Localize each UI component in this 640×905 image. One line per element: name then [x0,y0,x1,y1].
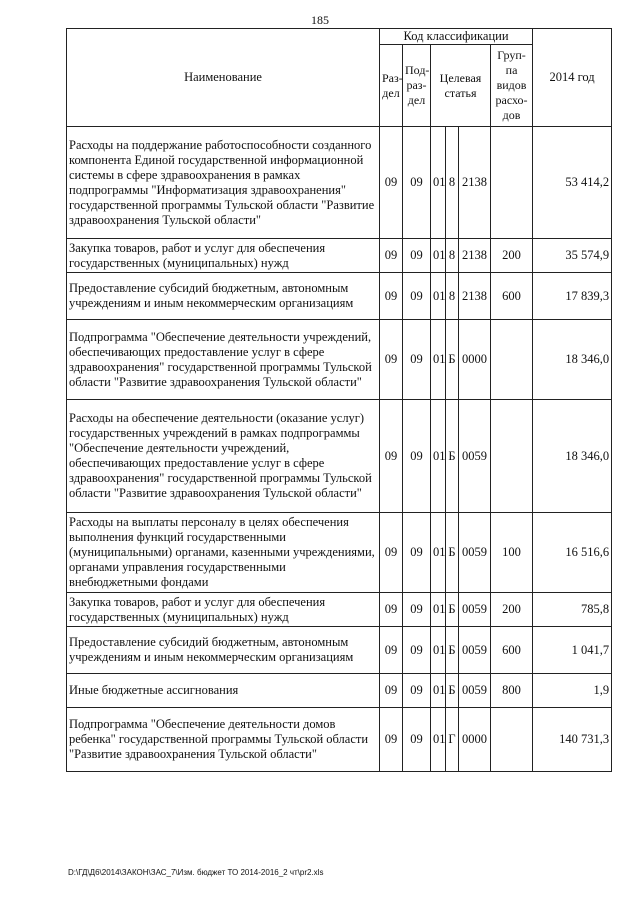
row-name: Иные бюджетные ассигнования [67,674,380,708]
row-section: 09 [380,513,403,593]
row-target-program: 01 [431,400,446,513]
row-expense-group [491,127,533,239]
row-target-direction: 0000 [459,708,491,772]
row-amount: 53 414,2 [533,127,612,239]
row-expense-group: 100 [491,513,533,593]
budget-table [66,28,612,772]
row-target-program: 01 [431,513,446,593]
row-section: 09 [380,627,403,674]
row-subsection: 09 [403,273,431,320]
row-target-direction: 2138 [459,239,491,273]
table-row [67,273,612,320]
row-expense-group: 600 [491,273,533,320]
row-target-direction: 2138 [459,127,491,239]
table-row [67,593,612,627]
row-target-direction: 2138 [459,273,491,320]
row-target-subprogram: 8 [446,127,459,239]
row-target-subprogram: Б [446,320,459,400]
row-expense-group: 200 [491,239,533,273]
row-amount: 18 346,0 [533,400,612,513]
row-section: 09 [380,708,403,772]
row-target-program: 01 [431,593,446,627]
row-target-subprogram: Б [446,674,459,708]
row-expense-group: 200 [491,593,533,627]
row-target-program: 01 [431,239,446,273]
row-subsection: 09 [403,513,431,593]
header-subsection: Под-раз-дел [403,45,431,127]
table-row [67,627,612,674]
header-expense-group: Груп-па видов расхо-дов [491,45,533,127]
row-amount: 35 574,9 [533,239,612,273]
row-section: 09 [380,127,403,239]
page-number: 185 [311,13,329,27]
row-section: 09 [380,239,403,273]
row-target-subprogram: Б [446,513,459,593]
row-section: 09 [380,400,403,513]
row-amount: 140 731,3 [533,708,612,772]
row-name: Подпрограмма "Обеспечение деятельности домов ребенка" государственной программы Тульской области "Развитие здравоохранения Тульской области" [67,708,380,772]
table-row [67,239,612,273]
header-target-item: Целевая статья [431,45,491,127]
file-path-footer: D:\ГД\Д6\2014\ЗАКОН\ЗАС_7\Изм. бюджет ТО 2014-2016_2 чт\pr2.xls [68,868,324,877]
row-section: 09 [380,593,403,627]
row-amount: 18 346,0 [533,320,612,400]
table-row [67,127,612,239]
table-row [67,400,612,513]
row-subsection: 09 [403,627,431,674]
row-section: 09 [380,273,403,320]
row-name: Предоставление субсидий бюджетным, автономным учреждениям и иным некоммерческим организациям [67,627,380,674]
row-target-program: 01 [431,708,446,772]
table-row [67,674,612,708]
row-amount: 17 839,3 [533,273,612,320]
row-target-direction: 0059 [459,400,491,513]
row-name: Расходы на выплаты персоналу в целях обеспечения выполнения функций государственными (муниципальными) органами, казенными учреждениями, органами управления государственными внебюджетными фондами [67,513,380,593]
table-body [67,29,612,772]
row-subsection: 09 [403,400,431,513]
row-expense-group [491,320,533,400]
row-target-subprogram: 8 [446,239,459,273]
row-section: 09 [380,320,403,400]
row-target-direction: 0059 [459,593,491,627]
row-amount: 1 041,7 [533,627,612,674]
row-expense-group [491,400,533,513]
row-subsection: 09 [403,593,431,627]
row-target-program: 01 [431,674,446,708]
row-subsection: 09 [403,708,431,772]
row-name: Закупка товаров, работ и услуг для обеспечения государственных (муниципальных) нужд [67,593,380,627]
row-subsection: 09 [403,320,431,400]
row-name: Расходы на обеспечение деятельности (оказание услуг) государственных учреждений в рамках подпрограммы "Обеспечение деятельности учреждений, обеспечивающих предоставление услуг в сфере здравоохранения" государственной программы Тульской области "Развитие здравоохранения Тульской области" [67,400,380,513]
row-target-direction: 0059 [459,513,491,593]
row-target-direction: 0059 [459,674,491,708]
row-target-subprogram: Г [446,708,459,772]
row-amount: 785,8 [533,593,612,627]
header-section: Раз-дел [380,45,403,127]
table-row [67,513,612,593]
row-name: Подпрограмма "Обеспечение деятельности учреждений, обеспечивающих предоставление услуг в сфере здравоохранения" государственной программы Тульской области "Развитие здравоохранения Тульской области" [67,320,380,400]
header-name: Наименование [67,29,380,127]
row-expense-group: 800 [491,674,533,708]
row-target-direction: 0059 [459,627,491,674]
header-year: 2014 год [533,29,612,127]
row-amount: 16 516,6 [533,513,612,593]
row-target-program: 01 [431,627,446,674]
row-target-subprogram: Б [446,627,459,674]
header-row-1 [67,29,612,45]
row-name: Закупка товаров, работ и услуг для обеспечения государственных (муниципальных) нужд [67,239,380,273]
row-target-program: 01 [431,127,446,239]
table-row [67,320,612,400]
row-expense-group: 600 [491,627,533,674]
row-expense-group [491,708,533,772]
row-name: Предоставление субсидий бюджетным, автономным учреждениям и иным некоммерческим организациям [67,273,380,320]
header-classification: Код классификации [380,29,533,45]
row-subsection: 09 [403,674,431,708]
row-subsection: 09 [403,239,431,273]
row-subsection: 09 [403,127,431,239]
row-name: Расходы на поддержание работоспособности созданного компонента Единой государственной информационной системы в сфере здравоохранения в рамках подпрограммы "Информатизация здравоохранения" государственной программы Тульской области "Развитие здравоохранения Тульской области" [67,127,380,239]
row-target-subprogram: Б [446,593,459,627]
row-target-program: 01 [431,320,446,400]
table-row [67,708,612,772]
row-target-subprogram: Б [446,400,459,513]
row-target-direction: 0000 [459,320,491,400]
row-amount: 1,9 [533,674,612,708]
row-section: 09 [380,674,403,708]
row-target-program: 01 [431,273,446,320]
row-target-subprogram: 8 [446,273,459,320]
